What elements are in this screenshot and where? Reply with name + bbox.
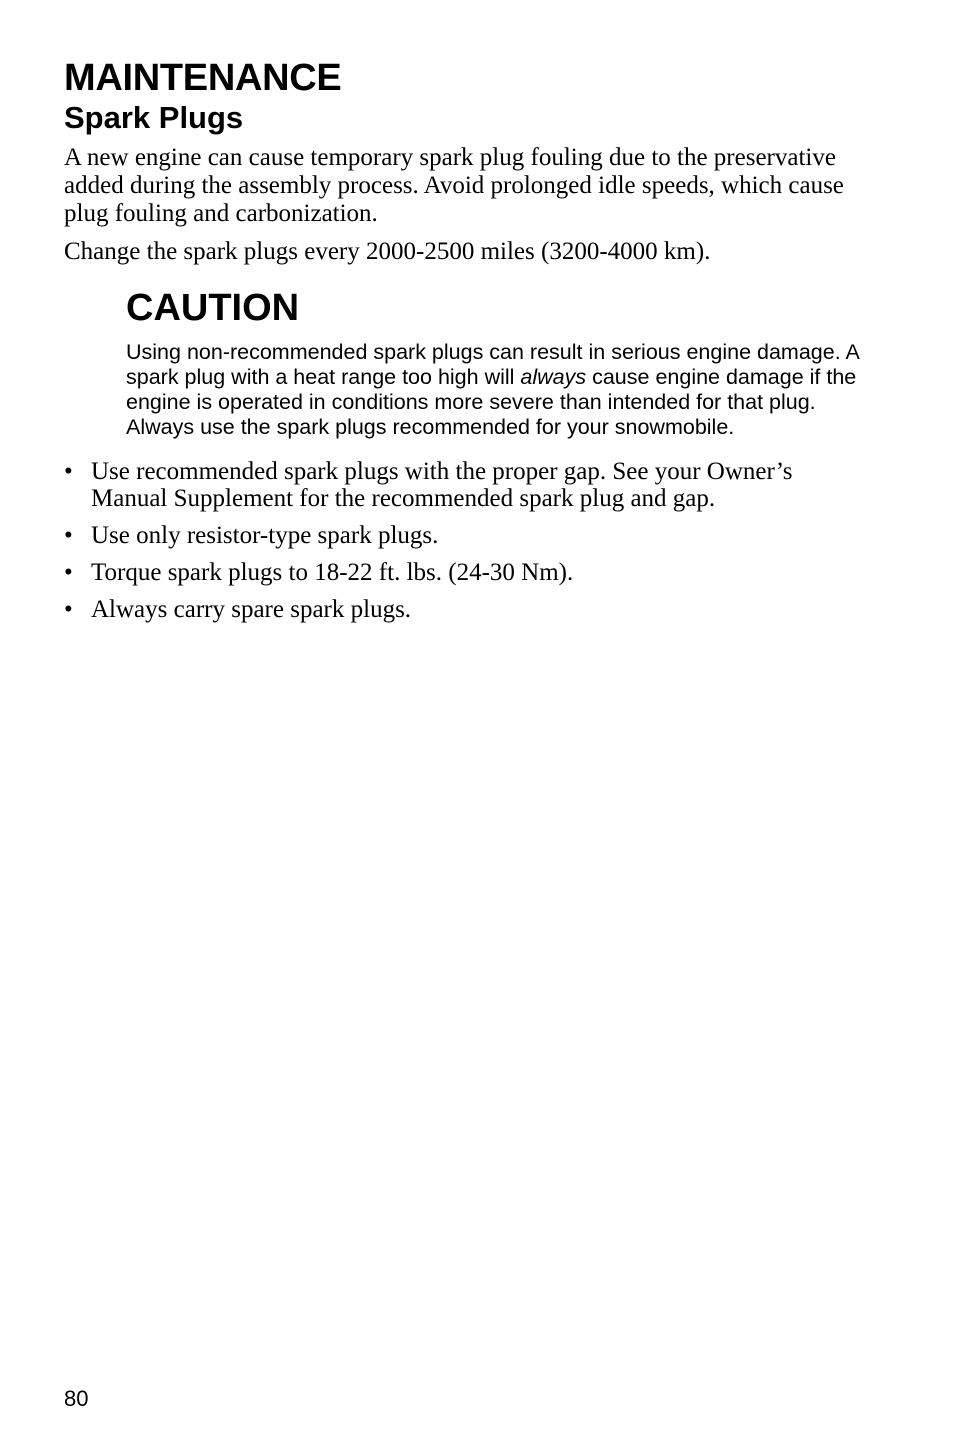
caution-text-end: cause engine damage if the engine is operated in conditions more severe than intended for that plug. Always use the spark plugs recommended for your snowmobile. [126, 365, 857, 439]
list-item-text: Torque spark plugs to 18-22 ft. lbs. (24-30 Nm). [91, 559, 574, 586]
page-content [64, 56, 874, 633]
list-item [64, 458, 874, 512]
list-item-text: Always carry spare spark plugs. [91, 596, 412, 623]
caution-title: CAUTION [126, 287, 300, 329]
list-item [64, 559, 874, 586]
caution-text-start: Using non-recommended spark plugs can result in serious engine damage. A spark plug with a heat range too high will [126, 340, 859, 389]
replacement-interval-paragraph: Change the spark plugs every 2000-2500 miles (3200-4000 km). [64, 238, 711, 265]
subsection-title: Spark Plugs [64, 100, 244, 135]
bullet-marker: • [64, 596, 73, 623]
intro-paragraph: A new engine can cause temporary spark plug fouling due to the preservative added during the assembly process. Avoid prolonged idle speeds, which cause plug fouling and carbonization. [64, 144, 844, 227]
bullet-marker: • [64, 559, 73, 586]
spark-plug-tips-list [64, 458, 874, 623]
list-item-text: Use recommended spark plugs with the proper gap. See your Owner’s Manual Supplement for the recommended spark plug and gap. [91, 458, 793, 512]
bullet-marker: • [64, 522, 73, 549]
caution-block [126, 286, 876, 440]
page-number: 80 [64, 1386, 89, 1411]
list-item [64, 596, 874, 623]
section-title: MAINTENANCE [64, 57, 342, 99]
list-item-text: Use only resistor-type spark plugs. [91, 522, 439, 549]
caution-text [126, 340, 876, 440]
caution-emphasis: always [520, 365, 587, 389]
list-item [64, 522, 874, 549]
bullet-marker: • [64, 458, 73, 485]
